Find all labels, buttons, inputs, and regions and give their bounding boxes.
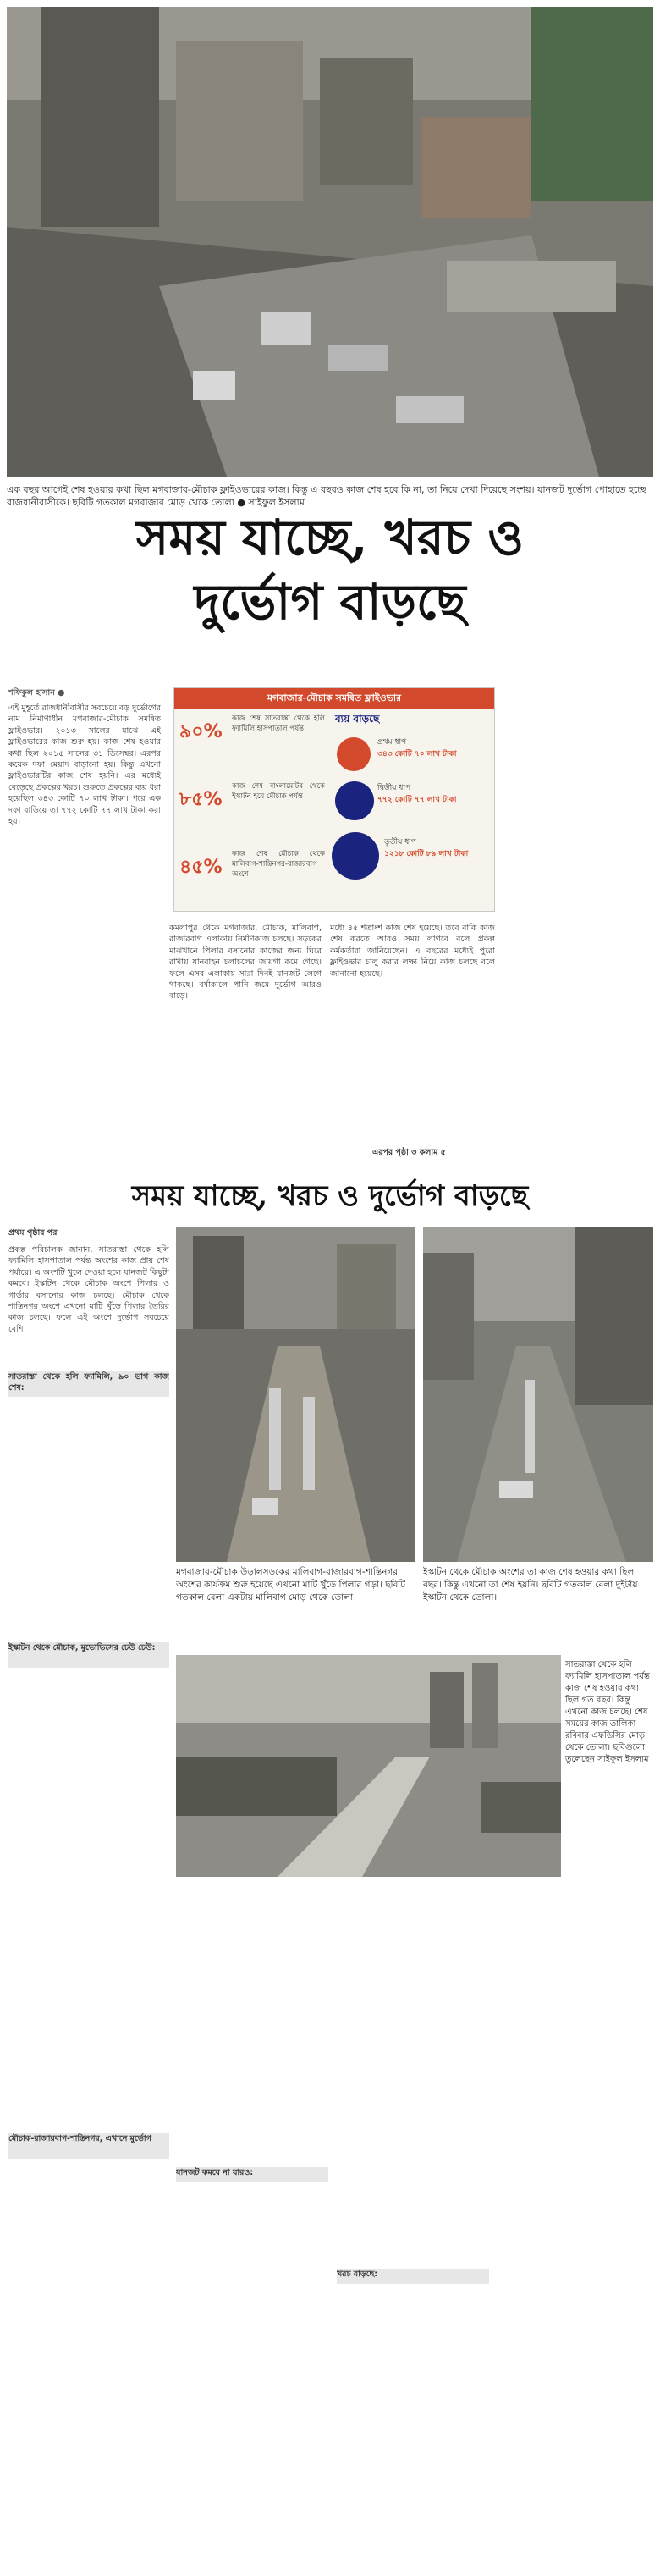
infobox-item-3 [179,849,327,908]
infobox [173,687,495,912]
subhead-3: মৌচাক-রাজারবাগ-শান্তিনগর, এখানে মুর্ভোগ [8,2133,169,2159]
flyover-photo-illustration [176,1655,561,1877]
byline: শফিকুল হাসান ● [8,688,65,698]
phase-2-amount: ৭৭২ কোটি ৭৭ লাখ টাকা [377,796,457,804]
subhead-1: সাতরাস্তা থেকে হলি ফ্যামিলি, ৯০ ভাগ কাজ শেষ: [8,1371,169,1397]
infobox-item-2 [179,781,327,841]
article-body-mid: কমলাপুর থেকে মগবাজার, মৌচাক, মালিবাগ, রাজারবাগ এলাকায় নির্মাণকাজ চলছে। সড়কের মাঝখানে পিলার বসানোর কাজের জন্য ঘিরে রাখায় যানবাহন চলাচলের জায়গা কমে গেছে। ফলে এসব এলাকায় সারা দিনই যানজট লেগে থাকছে। বর্ষাকালে পানি জমে দুর্ভোগ আরও বাড়ে। [169,924,322,1001]
photo-satrasta [176,1655,561,1877]
photo-malibagh [176,1227,415,1562]
photo-eskaton [423,1227,653,1562]
photo-caption-left: মগবাজার-মৌচাক উড়ালসড়কের মালিবাগ-রাজারবাগ-শান্তিনগর অংশের কার্যক্রম শুরু হয়েছে এখনো মাটি খুঁড়ে পিলার গড়া। ছবিটি গতকাল বেলা একটায় মালিবাগ মোড় থেকে তোলা [176,1567,406,1602]
top-photo [7,7,653,477]
article-body-lower: প্রকল্প পরিচালক জানান, সাতরাস্তা থেকে হলি ফ্যামিলি হাসপাতাল পর্যন্ত অংশের কাজ প্রায় শেষ পর্যায়ে। এ অংশটি খুলে দেওয়া হলে যানজট কিছুটা কমবে। ইস্কাটন থেকে মৌচাক অংশে পিলার ও গার্ডার বসানোর কাজ চলছে। মৌচাক থেকে শান্তিনগর অংশে এখনো মাটি খুঁড়ে পিলার তৈরির কাজ চলছে। ফলে এই অংশে দুর্ভোগ সবচেয়ে বেশি। [8,1245,169,1334]
phase-3-dot [332,832,379,880]
infobox-item-1-text: কাজ শেষ সাতরাস্তা থেকে হলি ফ্যামিলি হাসপাতাল পর্যন্ত [232,714,325,733]
subhead-2: ইস্কাটন থেকে মৌচাক, মুভোভিসের ঢেউ ঢেউ: [8,1642,169,1668]
infobox-item-2-pct: ৮৫% [179,789,223,810]
construction-photo-illustration [176,1227,415,1562]
top-photo-caption: এক বছর আগেই শেষ হওয়ার কথা ছিল মগবাজার-মৌচাক ফ্লাইওভারের কাজ। কিন্তু এ বছরও কাজ শেষ হবে কি না, তা নিয়ে দেখা দিয়েছে সংশয়। যানজট দুর্ভোগ পোহাতে হচ্ছে রাজধানীবাসীকে। ছবিটি গতকাল মগবাজার মোড় থেকে তোলা ● সাইফুল ইসলাম [7,484,646,508]
infobox-title: মগবাজার-মৌচাক সমন্বিত ফ্লাইওভার [174,688,494,709]
photo-caption-right: ইস্কাটন থেকে মৌচাক অংশের তা কাজ শেষ হওয়ার কথা ছিল বছর। কিন্তু এখনো তা শেষ হয়নি। ছবিটি গতকাল বেলা দুইটায় ইস্কাটন থেকে তোলা। [423,1567,638,1602]
photo-caption-bottom-right: সাতরাস্তা থেকে হলি ফ্যামিলি হাসপাতাল পর্যন্ত কাজ শেষ হওয়ার কথা ছিল গত বছর। কিন্তু এখনো কাজ চলছে। শেষ সময়ের কাজ তালিকা রবিবার এফডিসির মোড় থেকে তোলা। ছবিগুলো তুলেছেন সাইফুল ইসলাম [565,1660,650,1764]
article-body-left: এই মুহূর্তে রাজধানীবাসীর সবচেয়ে বড় দুর্ভোগের নাম নির্মাণাধীন মগবাজার-মৌচাক সমন্বিত ফ্লাইওভার। ২০১৩ সালের মাঝে এই ফ্লাইওভারের কাজ শুরু হয়। কাজ শেষ হওয়ার কথা ছিল ২০১৫ সালের ৩১ ডিসেম্বর। এরপর কয়েক দফা মেয়াদ বাড়ানো হয়। কিন্তু এখনো ফ্লাইওভারটির কাজ শেষ হয়নি। এর মধ্যেই বেড়েছে প্রকল্পের খরচ। শুরুতে প্রকল্পের ব্যয় ধরা হয়েছিল ৩৪৩ কোটি ৭০ লাখ টাকা। পরে এক দফা বাড়িয়ে তা ৭৭২ কোটি ৭৭ লাখ টাকা করা হয়। [8,703,161,827]
phase-2-label: দ্বিতীয় ধাপ [377,784,411,792]
phase-1-amount: ৩৪৩ কোটি ৭০ লাখ টাকা [377,750,457,758]
from-page-one: প্রথম পৃষ্ঠার পর [8,1228,58,1238]
headline-secondary: সময় যাচ্ছে, খরচ ও দুর্ভোগ বাড়ছে [131,1179,529,1213]
phase-3-amount: ১২১৮ কোটি ৮৯ লাখ টাকা [384,850,469,858]
infobox-item-3-pct: ৪৫% [179,857,223,878]
infobox-item-2-text: কাজ শেষ বাংলামোটর থেকে ইস্কাটন হয়ে মৌচাক পর্যন্ত [232,782,325,801]
infobox-item-3-text: কাজ শেষ মৌচাক থেকে মালিবাগ-শান্তিনগর-রাজারবাগ অংশে [232,850,325,879]
subhead-4: যানজট কমবে না যারও: [176,2167,328,2182]
street-photo-illustration [423,1227,653,1562]
headline-main-line1: সময় যাচ্ছে, খরচ ও [136,509,524,566]
infobox-cost-header: ব্যয় বাড়ছে [335,713,380,725]
phase-2-dot [335,781,374,820]
infobox-item-1 [179,714,327,773]
subhead-5: খরচ বাড়ছে: [337,2269,489,2284]
phase-3-label: তৃতীয় ধাপ [384,838,417,847]
traffic-photo-illustration [7,7,653,477]
phase-1-label: প্রথম ধাপ [377,738,407,747]
article-body-right: মধ্যে ৪৫ শতাংশ কাজ শেষ হয়েছে। তবে বাকি কাজ শেষ করতে আরও সময় লাগবে বলে প্রকল্প কর্মকর্তারা জানিয়েছেন। এ বছরের মধ্যেই পুরো ফ্লাইওভার চালু করার লক্ষ্য নিয়ে কাজ চলছে বলে জানানো হয়েছে। [330,924,495,979]
headline-main-line2: দুর্ভোগ বাড়ছে [194,573,466,631]
infobox-item-1-pct: ৯০% [179,721,223,742]
continued-note: এরপর পৃষ্ঠা ৩ কলাম ৫ [372,1148,446,1157]
phase-1-dot [337,737,371,771]
